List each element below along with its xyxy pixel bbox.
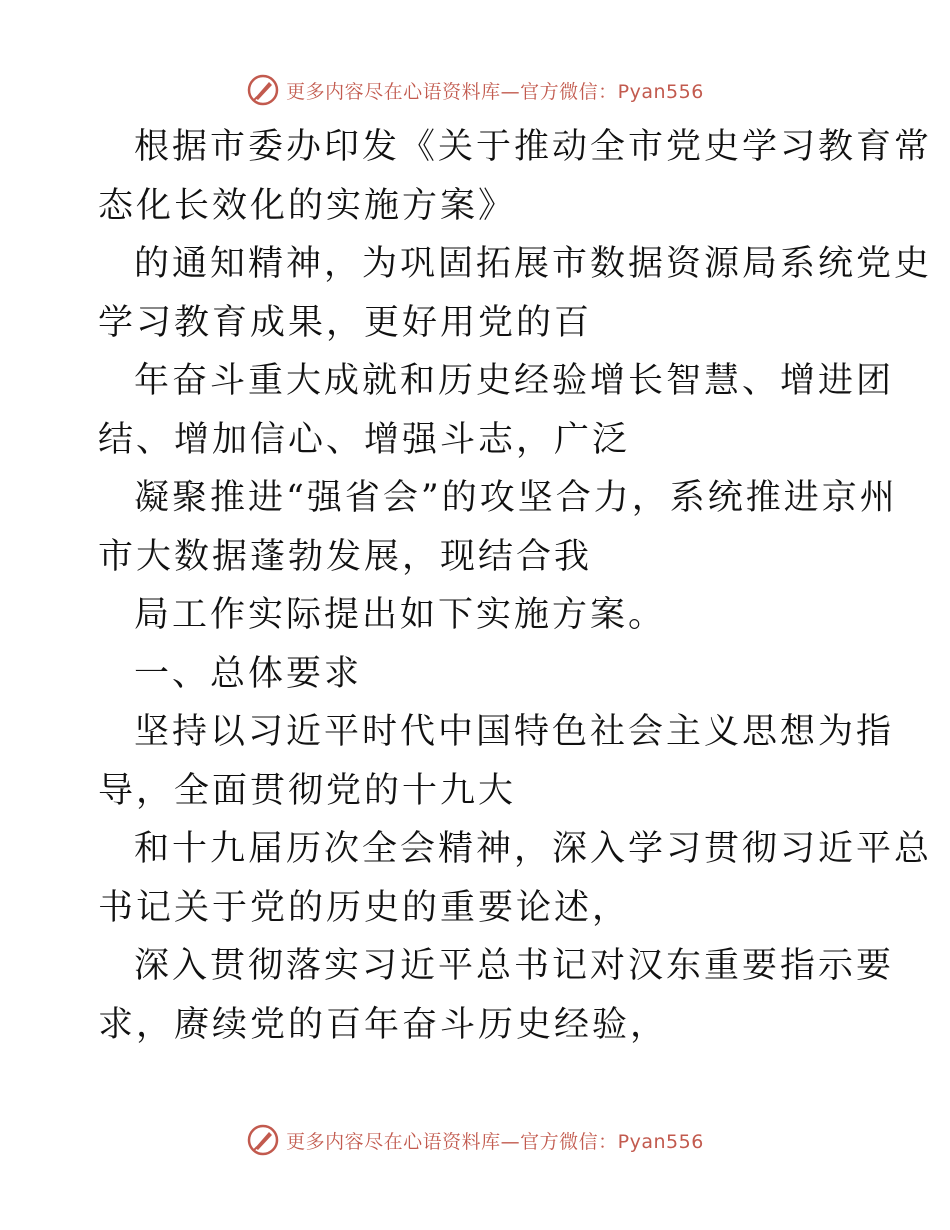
footer-watermark <box>0 1120 950 1160</box>
text-line: 和十九届历次全会精神，深入学习贯彻习近平总 <box>134 829 933 869</box>
watermark-text: 更多内容尽在心语资料库—官方微信：Pyan556 <box>286 80 704 103</box>
quill-logo-icon <box>246 1123 280 1157</box>
text-line: 市大数据蓬勃发展，现结合我 <box>98 536 593 577</box>
text-line: 深入贯彻落实习近平总书记对汉东重要指示要 <box>134 946 895 986</box>
text-line: 凝聚推进“强省会”的攻坚合力，系统推进京州 <box>134 478 898 518</box>
quill-logo-icon <box>246 73 280 107</box>
document-body <box>98 118 933 1054</box>
text-line: 根据市委办印发《关于推动全市党史学习教育常 <box>134 127 933 167</box>
text-line: 结、增加信心、增强斗志，广泛 <box>98 419 631 460</box>
text-line: 求，赓续党的百年奋斗历史经验， <box>98 1004 669 1045</box>
text-line: 坚持以习近平时代中国特色社会主义思想为指 <box>134 712 895 752</box>
text-line: 的通知精神，为巩固拓展市数据资源局系统党史 <box>134 244 933 284</box>
text-line: 局工作实际提出如下实施方案。 <box>134 595 667 635</box>
text-line: 年奋斗重大成就和历史经验增长智慧、增进团 <box>134 361 895 401</box>
text-line: 导，全面贯彻党的十九大 <box>98 770 517 811</box>
header-watermark <box>0 70 950 110</box>
text-line: 学习教育成果，更好用党的百 <box>98 302 593 343</box>
text-line: 一、总体要求 <box>134 653 363 694</box>
watermark-text: 更多内容尽在心语资料库—官方微信：Pyan556 <box>286 1130 704 1153</box>
text-line: 书记关于党的历史的重要论述， <box>98 887 631 928</box>
text-line: 态化长效化的实施方案》 <box>98 185 517 226</box>
